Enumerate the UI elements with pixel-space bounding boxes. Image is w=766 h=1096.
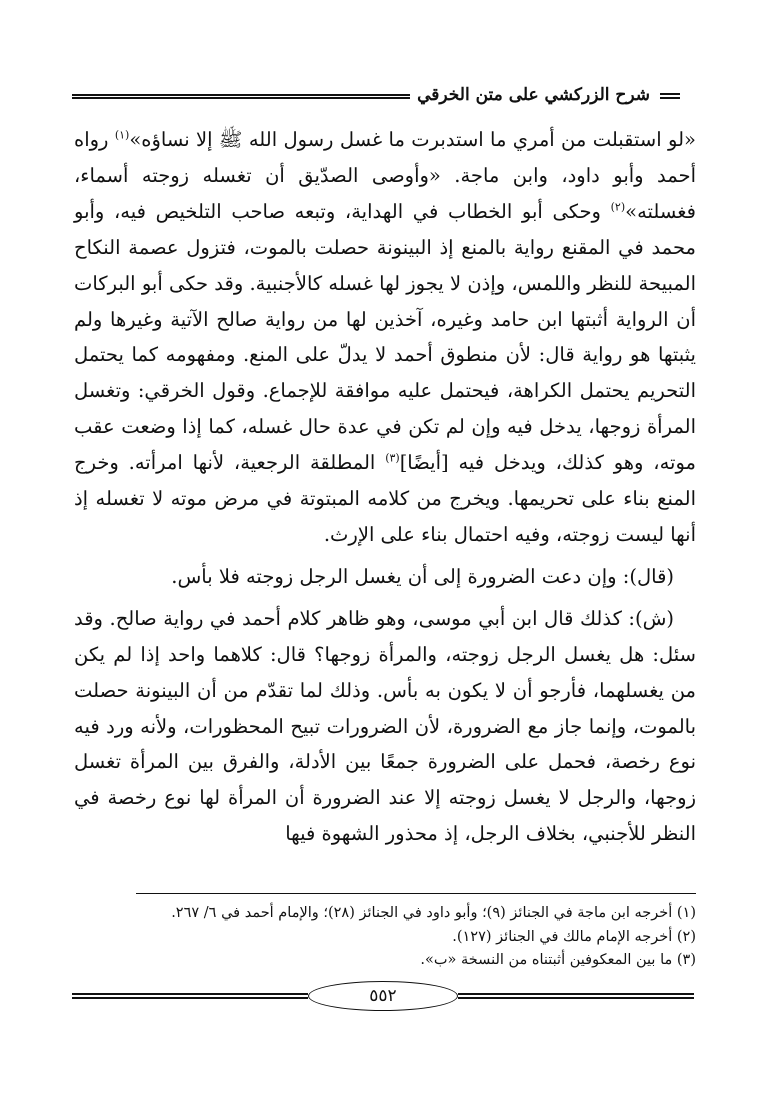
footnote-2: (٢) أخرجه الإمام مالك في الجنائز (١٢٧).: [452, 928, 696, 945]
footnotes: [76, 902, 696, 973]
paragraph-1-text-a: رواه أحمد وأبو داود، وابن ماجة. «وأوصى الصدّيق أن تغسله زوجته أسماء، فغسلته»: [74, 128, 696, 223]
header-title: شرح الزركشي على متن الخرقي: [417, 85, 650, 105]
paragraph-1-text-b: وحكى أبو الخطاب في الهداية، وتبعه صاحب التلخيص فيه، وأبو محمد في المقنع رواية بالمنع إذ البينونة حصلت بالموت، فتزول عصمة النكاح المبيحة للنظر واللمس، وإذن لا يجوز لها غسله كالأجنبية. وقد حكى أبو البركات أن الرواية أثبتها ابن حامد وغيره، آخذين لها من رواية صالح الآتية وغيرها ولم يثبتها هو رواية قال: لأن منطوق أحمد لا يدلّ على المنع. ومفهومه كما يحتمل التحريم يحتمل الكراهة، فيحتمل عليه موافقة للإجماع. وقول الخرقي: وتغسل المرأة زوجها، يدخل فيه وإن لم تكن في عدة حال غسله، كما إذا وضعت عقب موته، وهو كذلك، ويدخل فيه: [74, 199, 696, 475]
bracketed-insertion: [أيضًا]: [399, 451, 459, 475]
page-number-oval: [308, 981, 458, 1011]
page-number-rule-left: [72, 993, 308, 999]
paragraph-1-text-c: المطلقة الرجعية، لأنها امرأته. وخرج المنع بناء على تحريمها. ويخرج من كلامه المبتوتة في مرض موته لا تغسله إذ أنها ليست زوجته، وفيه احتمال بناء على الإرث.: [74, 451, 696, 546]
footnote-1: (١) أخرجه ابن ماجة في الجنائز (٩)؛ وأبو داود في الجنائز (٢٨)؛ والإمام أحمد في ٦/ ٢٦٧.: [171, 905, 696, 921]
main-text: [74, 122, 696, 852]
footnote-marker-1: (١): [114, 128, 130, 142]
header-mark: [660, 93, 680, 99]
footnote-marker-2: (٢): [610, 200, 626, 214]
hadith-quote: «لو استقبلت من أمري ما استدبرت ما غسل رسول الله ﷺ إلا نساؤه»: [129, 128, 696, 151]
page-number-ornament: [72, 981, 694, 1011]
header-rule: [72, 94, 410, 99]
footnote-marker-3: (٣): [385, 451, 400, 465]
page-number: ٥٥٢: [369, 986, 397, 1006]
paragraph-2: (قال): وإن دعت الضرورة إلى أن يغسل الرجل زوجته فلا بأس.: [171, 564, 674, 588]
footnote-separator: [136, 893, 696, 894]
paragraph-1: [74, 122, 696, 553]
footnote-3: (٣) ما بين المعكوفين أثبتناه من النسخة «ب».: [420, 952, 696, 968]
paragraph-3: (ش): كذلك قال ابن أبي موسى، وهو ظاهر كلام أحمد في رواية صالح. وقد سئل: هل يغسل الرجل زوجته، والمرأة زوجها؟ قال: كلاهما واحد إذا لم يكن من يغسلهما، فأرجو أن لا يكون به بأس. وذلك لما تقدّم من أن البينونة حصلت بالموت، وإنما جاز مع الضرورة، لأن الضرورات تبيح المحظورات، ولأنه ورد فيه نوع رخصة، فحمل على الضرورة جمعًا بين الأدلة، والفرق بين المرأة تغسل زوجها، والرجل لا يغسل زوجته إلا عند الضرورة أن المرأة لها نوع رخصة في النظر للأجنبي، بخلاف الرجل، إذ محذور الشهوة فيها: [74, 606, 696, 846]
page-number-rule-right: [458, 993, 694, 999]
running-header: [72, 82, 680, 110]
